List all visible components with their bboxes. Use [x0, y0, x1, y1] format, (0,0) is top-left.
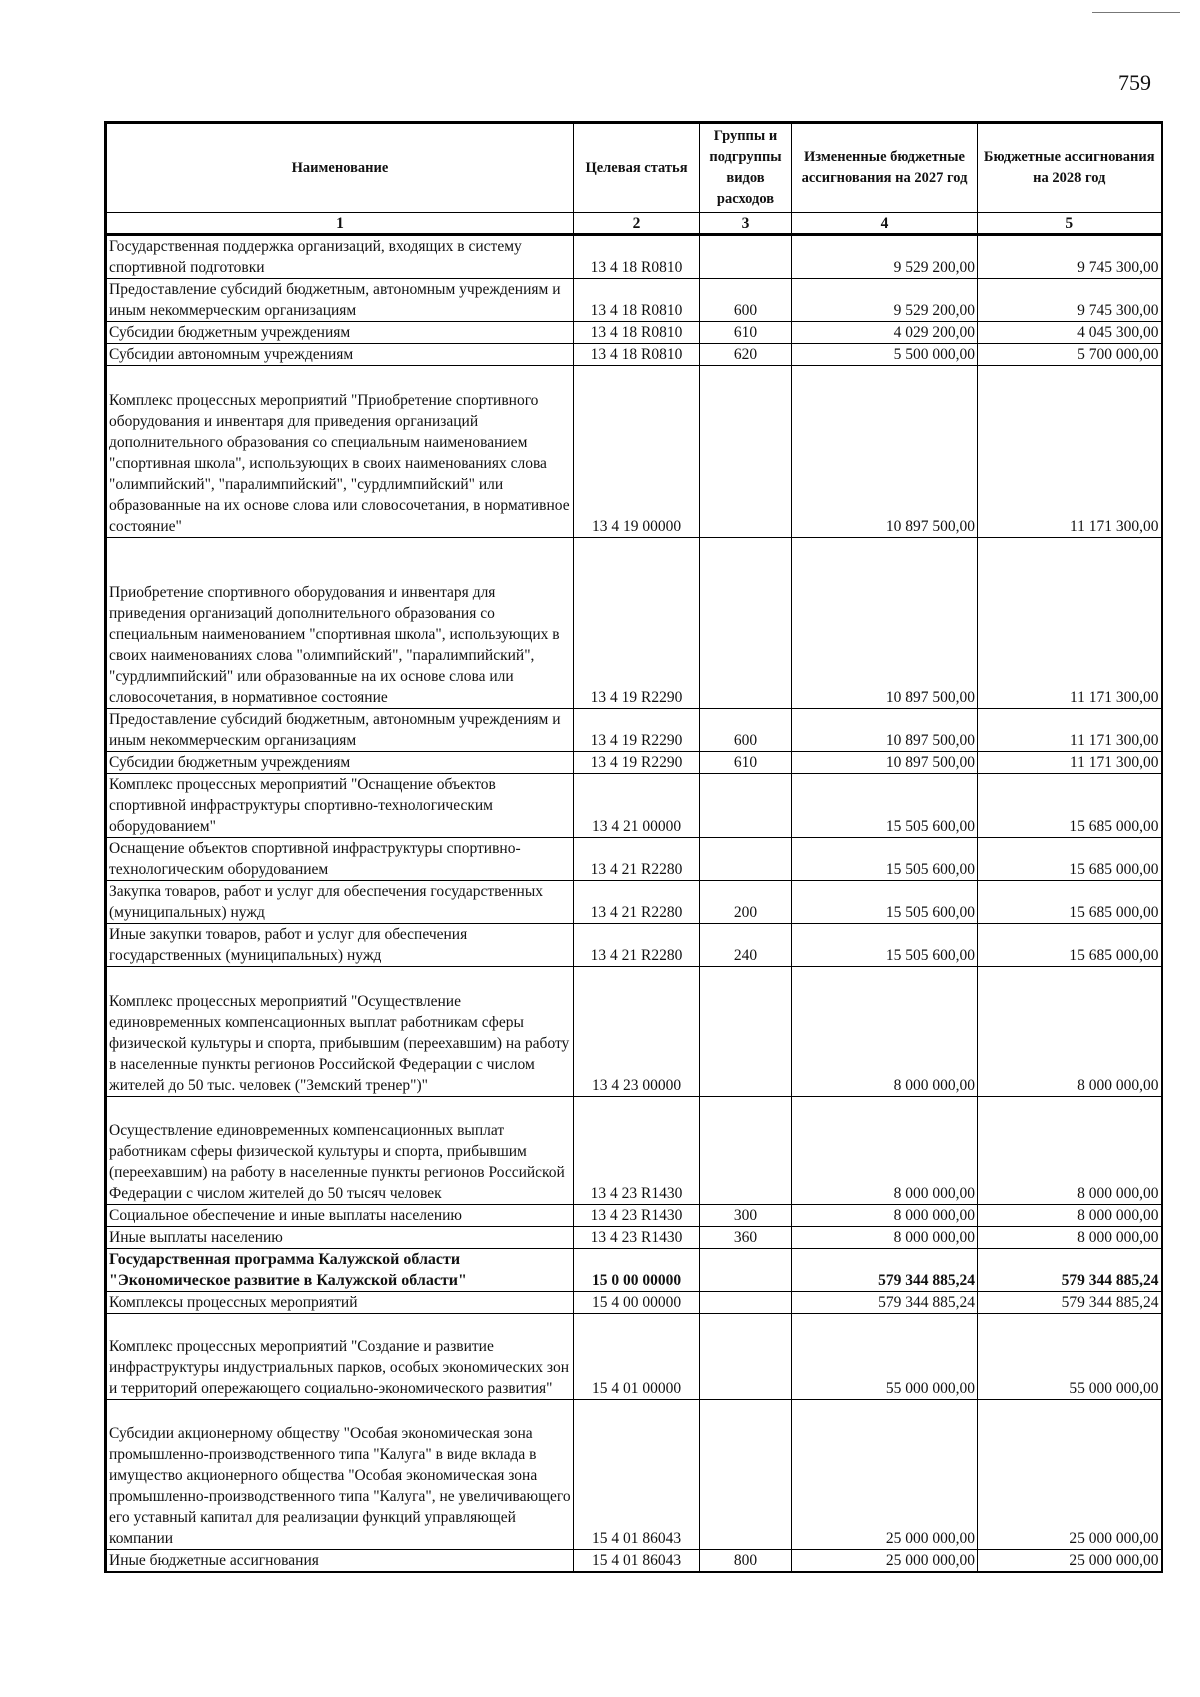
row-value-2027: 10 897 500,00 [792, 709, 978, 752]
row-value-2027: 25 000 000,00 [792, 1400, 978, 1550]
row-target-code: 13 4 23 R1430 [574, 1227, 700, 1249]
row-value-2028: 15 685 000,00 [978, 924, 1162, 967]
table-row [106, 1205, 1162, 1227]
row-value-2027: 10 897 500,00 [792, 366, 978, 538]
row-target-code: 13 4 19 R2290 [574, 538, 700, 709]
row-name: Субсидии акционерному обществу "Особая экономическая зона промышленно-производственного типа "Калуга" в виде вклада в имущество акционерного общества "Особая экономическая зона промышленно-производственного типа "Калуга", не увеличивающего его уставный капитал для реализации функций управляющей компании [106, 1400, 574, 1550]
row-name: Государственная программа Калужской области "Экономическое развитие в Калужской области" [106, 1249, 574, 1292]
table-row [106, 1314, 1162, 1400]
row-name: Комплекс процессных мероприятий "Приобретение спортивного оборудования и инвентаря для приведения организаций дополнительного образования со специальным наименованием "спортивная школа", использующих в своих наименованиях слова "олимпийский", "паралимпийский", "сурдлимпийский" или образованные на их основе слова или словосочетания, в нормативное состояние" [106, 366, 574, 538]
budget-table [104, 121, 1163, 1573]
row-value-2028: 5 700 000,00 [978, 344, 1162, 366]
row-value-2027: 10 897 500,00 [792, 538, 978, 709]
row-group [700, 967, 792, 1097]
row-name: Субсидии бюджетным учреждениям [106, 322, 574, 344]
row-group [700, 1400, 792, 1550]
row-group [700, 538, 792, 709]
row-value-2028: 11 171 300,00 [978, 709, 1162, 752]
row-target-code: 13 4 21 R2280 [574, 881, 700, 924]
row-target-code: 13 4 23 R1430 [574, 1205, 700, 1227]
row-name: Субсидии бюджетным учреждениям [106, 752, 574, 774]
row-value-2027: 15 505 600,00 [792, 924, 978, 967]
row-value-2027: 15 505 600,00 [792, 881, 978, 924]
row-target-code: 13 4 19 00000 [574, 366, 700, 538]
row-value-2028: 11 171 300,00 [978, 366, 1162, 538]
row-value-2027: 9 529 200,00 [792, 235, 978, 279]
row-target-code: 13 4 18 R0810 [574, 322, 700, 344]
row-group: 610 [700, 322, 792, 344]
row-target-code: 13 4 21 R2280 [574, 838, 700, 881]
table-row [106, 752, 1162, 774]
row-name: Иные выплаты населению [106, 1227, 574, 1249]
row-value-2028: 11 171 300,00 [978, 538, 1162, 709]
table-row [106, 774, 1162, 838]
row-value-2028: 15 685 000,00 [978, 774, 1162, 838]
row-value-2027: 15 505 600,00 [792, 838, 978, 881]
row-target-code: 13 4 18 R0810 [574, 235, 700, 279]
row-name: Комплексы процессных мероприятий [106, 1292, 574, 1314]
row-target-code: 15 4 01 86043 [574, 1550, 700, 1573]
row-target-code: 15 4 00 00000 [574, 1292, 700, 1314]
row-name: Комплекс процессных мероприятий "Оснащение объектов спортивной инфраструктуры спортивно-технологическим оборудованием" [106, 774, 574, 838]
table-row [106, 322, 1162, 344]
column-number: 3 [700, 213, 792, 235]
row-value-2027: 9 529 200,00 [792, 279, 978, 322]
row-value-2027: 15 505 600,00 [792, 774, 978, 838]
row-value-2028: 579 344 885,24 [978, 1292, 1162, 1314]
row-group: 360 [700, 1227, 792, 1249]
row-name: Приобретение спортивного оборудования и инвентаря для приведения организаций дополнительного образования со специальным наименованием "спортивная школа", использующих в своих наименованиях слова "олимпийский", "паралимпийский", "сурдлимпийский" или образованные на их основе слова или словосочетания, в нормативное состояние [106, 538, 574, 709]
table-row [106, 366, 1162, 538]
column-number: 5 [978, 213, 1162, 235]
row-name: Государственная поддержка организаций, входящих в систему спортивной подготовки [106, 235, 574, 279]
header-expense-group: Группы и подгруппы видов расходов [700, 123, 792, 213]
row-group [700, 1097, 792, 1205]
row-name: Комплекс процессных мероприятий "Осуществление единовременных компенсационных выплат работникам сферы физической культуры и спорта, прибывшим (переехавшим) на работу в населенные пункты регионов Российской Федерации с числом жителей до 50 тыс. человек ("Земский тренер")" [106, 967, 574, 1097]
row-group [700, 235, 792, 279]
column-number: 1 [106, 213, 574, 235]
row-name: Закупка товаров, работ и услуг для обеспечения государственных (муниципальных) нужд [106, 881, 574, 924]
row-value-2028: 8 000 000,00 [978, 1097, 1162, 1205]
table-row [106, 1249, 1162, 1292]
row-value-2027: 8 000 000,00 [792, 967, 978, 1097]
row-value-2028: 8 000 000,00 [978, 1205, 1162, 1227]
row-target-code: 13 4 23 R1430 [574, 1097, 700, 1205]
row-value-2028: 8 000 000,00 [978, 967, 1162, 1097]
row-value-2028: 579 344 885,24 [978, 1249, 1162, 1292]
table-row [106, 967, 1162, 1097]
column-number: 2 [574, 213, 700, 235]
row-group [700, 1314, 792, 1400]
row-target-code: 13 4 21 00000 [574, 774, 700, 838]
row-target-code: 13 4 19 R2290 [574, 752, 700, 774]
row-name: Комплекс процессных мероприятий "Создание и развитие инфраструктуры индустриальных парков, особых экономических зон и территорий опережающего социально-экономического развития" [106, 1314, 574, 1400]
table-row [106, 1550, 1162, 1573]
row-value-2028: 15 685 000,00 [978, 881, 1162, 924]
table-row [106, 1292, 1162, 1314]
row-group: 620 [700, 344, 792, 366]
row-group [700, 1292, 792, 1314]
row-value-2028: 9 745 300,00 [978, 279, 1162, 322]
row-target-code: 13 4 23 00000 [574, 967, 700, 1097]
row-value-2028: 4 045 300,00 [978, 322, 1162, 344]
row-value-2028: 9 745 300,00 [978, 235, 1162, 279]
row-value-2027: 8 000 000,00 [792, 1227, 978, 1249]
row-group [700, 774, 792, 838]
row-value-2027: 8 000 000,00 [792, 1205, 978, 1227]
row-target-code: 15 4 01 00000 [574, 1314, 700, 1400]
row-value-2027: 4 029 200,00 [792, 322, 978, 344]
row-value-2028: 11 171 300,00 [978, 752, 1162, 774]
row-name: Осуществление единовременных компенсационных выплат работникам сферы физической культуры и спорта, прибывшим (переехавшим) на работу в населенные пункты регионов Российской Федерации с числом жителей до 50 тысяч человек [106, 1097, 574, 1205]
row-value-2028: 25 000 000,00 [978, 1550, 1162, 1573]
row-target-code: 15 0 00 00000 [574, 1249, 700, 1292]
row-value-2027: 25 000 000,00 [792, 1550, 978, 1573]
table-row [106, 881, 1162, 924]
row-value-2028: 8 000 000,00 [978, 1227, 1162, 1249]
table-row [106, 279, 1162, 322]
row-value-2028: 25 000 000,00 [978, 1400, 1162, 1550]
table-row [106, 1227, 1162, 1249]
row-target-code: 13 4 18 R0810 [574, 279, 700, 322]
row-value-2028: 55 000 000,00 [978, 1314, 1162, 1400]
table-row [106, 709, 1162, 752]
header-changed-2027: Измененные бюджетные ассигнования на 2027 год [792, 123, 978, 213]
row-group [700, 1249, 792, 1292]
row-name: Предоставление субсидий бюджетным, автономным учреждениям и иным некоммерческим организациям [106, 279, 574, 322]
table-row [106, 1097, 1162, 1205]
row-group: 600 [700, 279, 792, 322]
row-target-code: 13 4 18 R0810 [574, 344, 700, 366]
row-group: 300 [700, 1205, 792, 1227]
top-rule [1092, 12, 1180, 13]
row-group: 800 [700, 1550, 792, 1573]
row-name: Субсидии автономным учреждениям [106, 344, 574, 366]
row-target-code: 15 4 01 86043 [574, 1400, 700, 1550]
row-name: Иные бюджетные ассигнования [106, 1550, 574, 1573]
row-group: 200 [700, 881, 792, 924]
row-group: 600 [700, 709, 792, 752]
table-row [106, 924, 1162, 967]
table-row [106, 235, 1162, 279]
table-row [106, 344, 1162, 366]
row-name: Оснащение объектов спортивной инфраструктуры спортивно-технологическим оборудованием [106, 838, 574, 881]
row-name: Предоставление субсидий бюджетным, автономным учреждениям и иным некоммерческим организациям [106, 709, 574, 752]
page-number: 759 [1118, 70, 1151, 95]
column-number: 4 [792, 213, 978, 235]
row-value-2027: 579 344 885,24 [792, 1249, 978, 1292]
row-value-2027: 579 344 885,24 [792, 1292, 978, 1314]
header-name: Наименование [106, 123, 574, 213]
row-value-2027: 8 000 000,00 [792, 1097, 978, 1205]
row-value-2028: 15 685 000,00 [978, 838, 1162, 881]
row-target-code: 13 4 21 R2280 [574, 924, 700, 967]
table-row [106, 838, 1162, 881]
row-name: Социальное обеспечение и иные выплаты населению [106, 1205, 574, 1227]
header-target-article: Целевая статья [574, 123, 700, 213]
table-row [106, 1400, 1162, 1550]
row-group [700, 366, 792, 538]
row-value-2027: 10 897 500,00 [792, 752, 978, 774]
row-group: 610 [700, 752, 792, 774]
table-row [106, 538, 1162, 709]
header-budget-2028: Бюджетные ассигнования на 2028 год [978, 123, 1162, 213]
row-value-2027: 55 000 000,00 [792, 1314, 978, 1400]
row-group [700, 838, 792, 881]
row-value-2027: 5 500 000,00 [792, 344, 978, 366]
row-group: 240 [700, 924, 792, 967]
row-name: Иные закупки товаров, работ и услуг для обеспечения государственных (муниципальных) нужд [106, 924, 574, 967]
row-target-code: 13 4 19 R2290 [574, 709, 700, 752]
